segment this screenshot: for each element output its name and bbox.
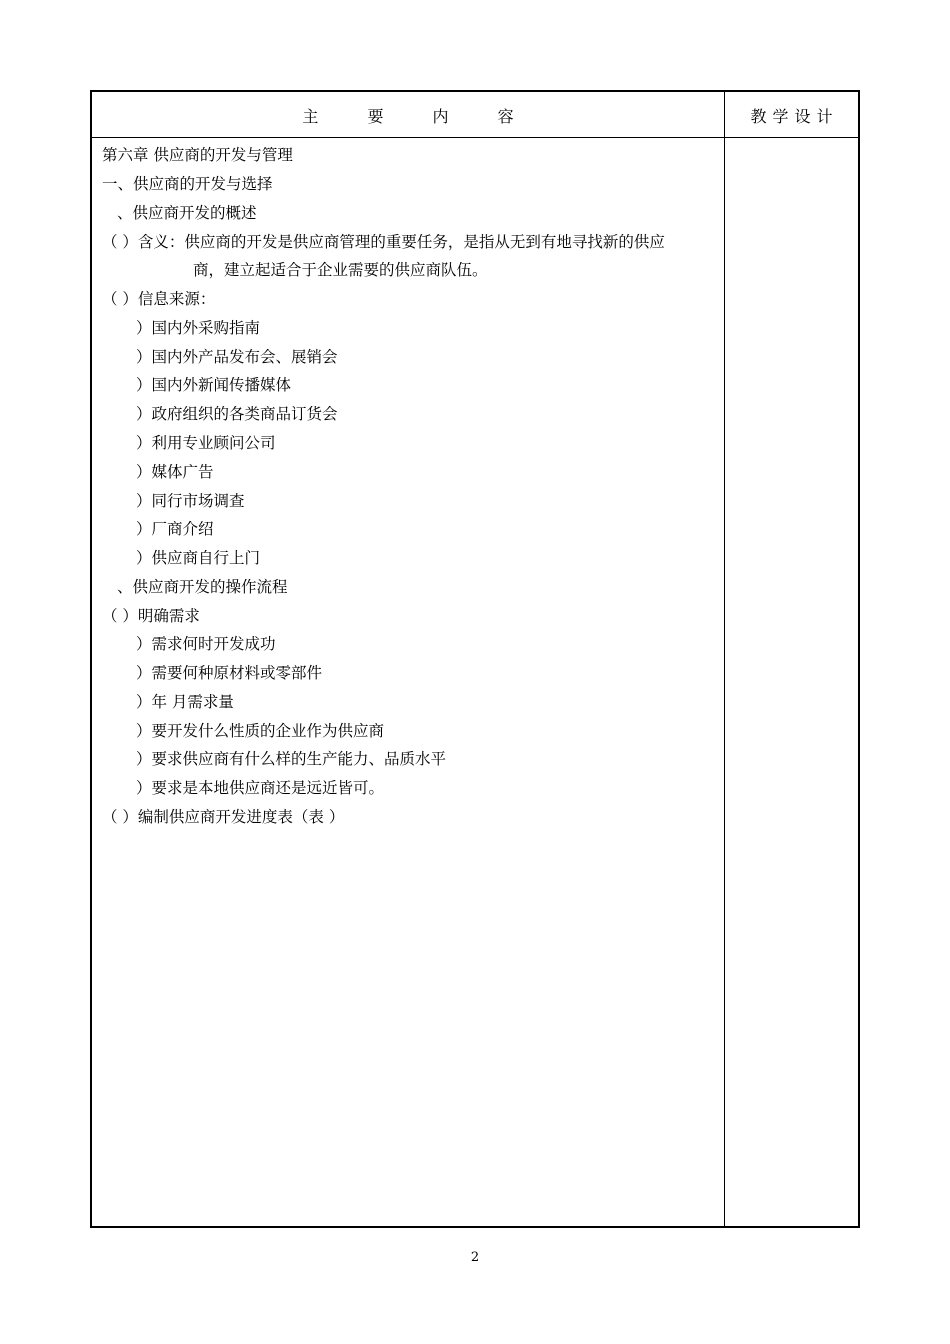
header-main-content: 主 要 内 容: [302, 106, 536, 126]
list-item: ）利用专业顾问公司: [136, 434, 276, 452]
subsection-heading: 、供应商开发的操作流程: [117, 578, 288, 596]
chapter-title: 第六章 供应商的开发与管理: [102, 146, 293, 164]
definition-continued: 商，建立起适合于企业需要的供应商队伍。: [193, 261, 488, 279]
list-item: ）需要何种原材料或零部件: [136, 664, 323, 682]
list-item: ）要开发什么性质的企业作为供应商: [136, 722, 385, 740]
content-table: [90, 90, 860, 1228]
section-heading: 一、供应商的开发与选择: [102, 175, 273, 193]
list-item: ）国内外产品发布会、展销会: [136, 348, 338, 366]
list-item: ）政府组织的各类商品订货会: [136, 405, 338, 423]
list-item: ）要求供应商有什么样的生产能力、品质水平: [136, 750, 447, 768]
header-teaching-design: 教学设计: [750, 106, 839, 126]
subsection-heading: 、供应商开发的概述: [117, 204, 257, 222]
page-number: 2: [470, 1250, 480, 1265]
list-item: ）同行市场调查: [136, 492, 245, 510]
item-heading: （ ）信息来源：: [102, 290, 216, 308]
list-item: ）厂商介绍: [136, 520, 214, 538]
list-item: ）年 月需求量: [136, 693, 234, 711]
list-item: ）国内外新闻传播媒体: [136, 376, 292, 394]
item-heading: （ ）明确需求: [102, 607, 200, 625]
table-header-row: [92, 92, 858, 138]
list-item: ）媒体广告: [136, 463, 214, 481]
definition-line: （ ）含义：供应商的开发是供应商管理的重要任务，是指从无到有地寻找新的供应: [102, 233, 665, 251]
list-item: ）需求何时开发成功: [136, 635, 276, 653]
item-heading: （ ）编制供应商开发进度表（表 ）: [102, 808, 345, 826]
list-item: ）国内外采购指南: [136, 319, 261, 337]
list-item: ）要求是本地供应商还是远近皆可。: [136, 779, 385, 797]
list-item: ）供应商自行上门: [136, 549, 261, 567]
column-divider: [724, 92, 725, 1226]
